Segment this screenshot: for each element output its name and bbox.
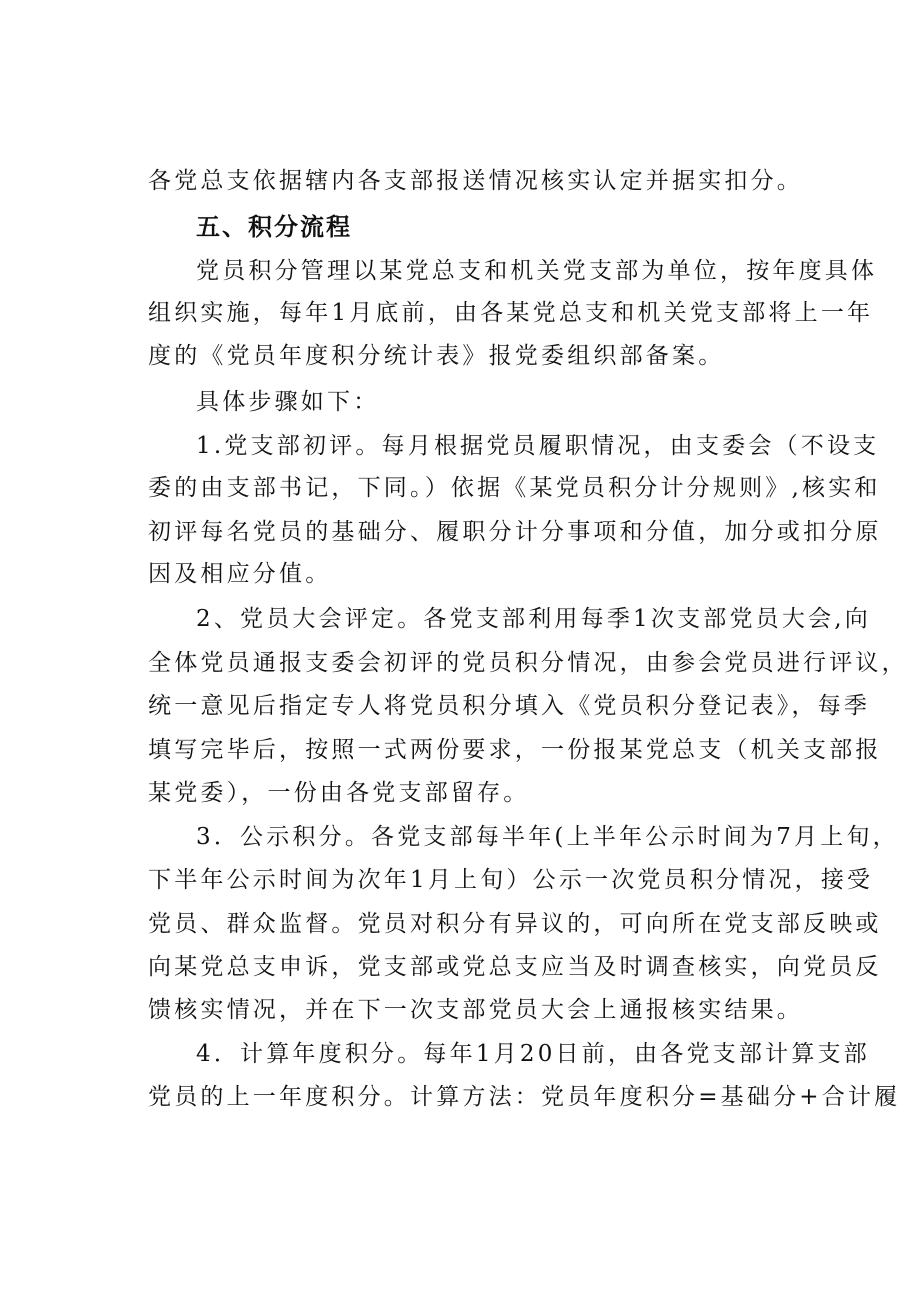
paragraph-line: 3．公示积分。各党支部每半年(上半年公示时间为7月上旬， xyxy=(196,824,899,850)
paragraph-line: 统一意见后指定专人将党员积分填入《党员积分登记表》，每季 xyxy=(148,693,871,719)
paragraph-line: 下半年公示时间为次年1月上旬）公示一次党员积分情况，接受 xyxy=(148,867,874,893)
paragraph-line: 向某党总支申诉，党支部或党总支应当及时调查核实，向党员反 xyxy=(148,954,882,980)
paragraph-line: 党员、群众监督。党员对积分有异议的，可向所在党支部反映或 xyxy=(148,911,882,937)
paragraph-line: 某党委），一份由各党支部留存。 xyxy=(148,780,530,806)
paragraph-line: 初评每名党员的基础分、履职分计分事项和分值，加分或扣分原 xyxy=(148,519,882,545)
paragraph-line: 党员积分管理以某党总支和机关党支部为单位，按年度具体 xyxy=(196,258,878,284)
paragraph-line: 馈核实情况，并在下一次支部党员大会上通报核实结果。 xyxy=(148,997,803,1023)
paragraph-line: 委的由支部书记，下同。）依据《某党员积分计分规则》,核实和 xyxy=(148,475,881,501)
paragraph-line: 组织实施，每年1月底前，由各某党总支和机关党支部将上一年 xyxy=(148,300,874,326)
paragraph-line: 1.党支部初评。每月根据党员履职情况，由支委会（不设支 xyxy=(196,433,880,459)
paragraph-line: 各党总支依据辖内各支部报送情况核实认定并据实扣分。 xyxy=(148,168,803,194)
section-heading: 五、积分流程 xyxy=(196,213,352,241)
paragraph-line: 填写完毕后，按照一式两份要求，一份报某党总支（机关支部报 xyxy=(148,737,882,763)
paragraph-line: 全体党员通报支委会初评的党员积分情况，由参会党员进行评议， xyxy=(148,650,908,676)
paragraph-line: 2、党员大会评定。各党支部利用每季1次支部党员大会,向 xyxy=(196,606,871,632)
paragraph-line: 具体步骤如下： xyxy=(196,389,380,415)
paragraph-line: 党员的上一年度积分。计算方法：党员年度积分=基础分+合计履 xyxy=(148,1084,901,1110)
paragraph-line: 4．计算年度积分。每年1月20日前，由各党支部计算支部 xyxy=(196,1041,870,1067)
paragraph-line: 度的《党员年度积分统计表》报党委组织部备案。 xyxy=(148,343,725,369)
paragraph-line: 因及相应分值。 xyxy=(148,561,332,587)
